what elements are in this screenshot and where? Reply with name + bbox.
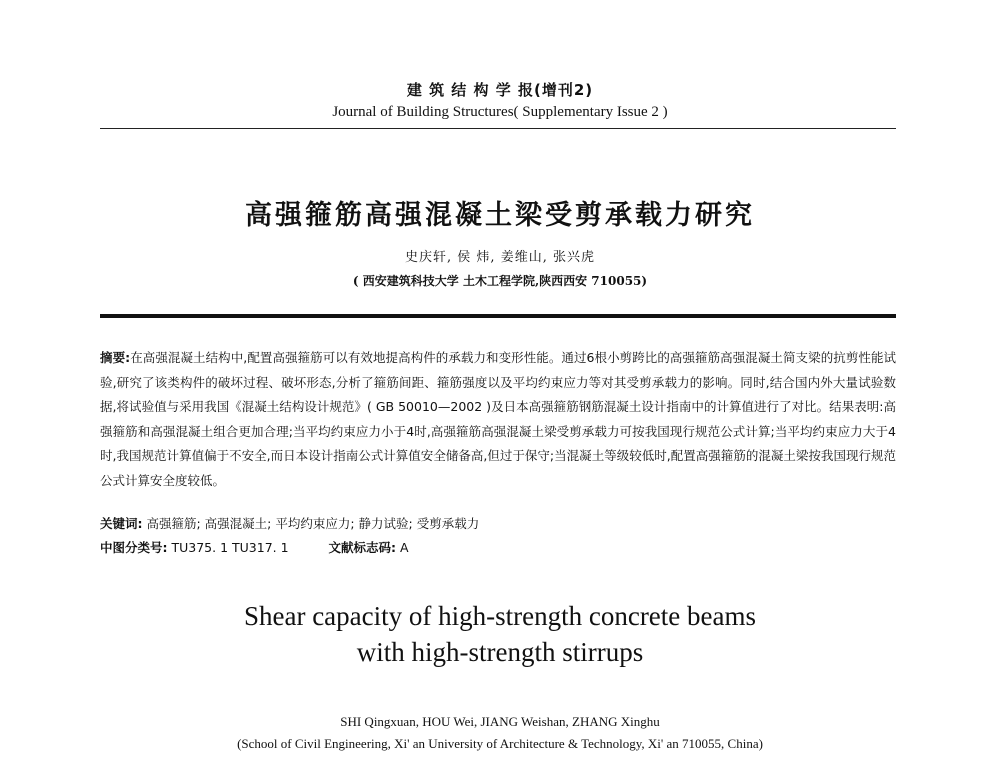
section-rule [100,314,896,318]
keywords-text: 高强箍筋; 高强混凝土; 平均约束应力; 静力试验; 受剪承载力 [146,516,480,531]
abstract-text: 在高强混凝土结构中,配置高强箍筋可以有效地提高构件的承载力和变形性能。通过6根小剪跨比的高强箍筋高强混凝土简支梁的抗剪性能试验,研究了该类构件的破坏过程、破坏形态,分析了箍筋间距、箍筋强度以及平均约束应力等对其受剪承载力的影响。同时,结合国内外大量试验数据,将试验值与采用我国《混凝土结构设计规范》( GB 50010—2002 )及日本高强箍筋钢筋混凝土设计指南中的计算值进行了对比。结果表明:高强箍筋和高强混凝土组合更加合理;当平均约束应力小于4时,高强箍筋高强混凝土梁受剪承载力可按我国现行规范公式计算;当平均约束应力大于4时,我国规范计算值偏于不安全,而日本设计指南公式计算值安全储备高,但过于保守;当混凝土等级较低时,配置高强箍筋的混凝土梁按我国现行规范公式计算安全度较低。 [100,350,897,488]
clc-codes: TU375. 1 TU317. 1 [171,540,289,555]
affiliation-en: (School of Civil Engineering, Xi' an University of Architecture & Technology, Xi' an 710055, China) [237,736,763,751]
header-rule [100,128,896,129]
authors-cn: 史庆轩, 侯 炜, 姜维山, 张兴虎 [405,250,595,265]
abstract-cn [100,346,896,493]
keywords-label: 关键词: [100,516,143,531]
authors-en: SHI Qingxuan, HOU Wei, JIANG Weishan, ZHANG Xinghu [340,714,660,729]
keywords-cn [100,514,896,532]
affiliation-cn: ( 西安建筑科技大学 土木工程学院,陕西西安 710055) [352,274,648,288]
classification-line [100,538,896,556]
paper-title-en-line1: Shear capacity of high-strength concrete beams [243,601,757,631]
journal-name-en: Journal of Building Structures( Supplementary Issue 2 ) [332,104,668,120]
doc-code-label: 文献标志码: [328,540,397,555]
clc-label: 中图分类号: [100,540,168,555]
abstract-label: 摘要: [100,350,131,365]
paper-title-cn: 高强箍筋高强混凝土梁受剪承载力研究 [245,200,755,231]
doc-code: A [400,540,409,555]
journal-name-cn: 建 筑 结 构 学 报(增刊2) [406,81,594,99]
paper-title-en-line2: with high-strength stirrups [356,637,644,667]
paper-title-en [0,598,1000,670]
